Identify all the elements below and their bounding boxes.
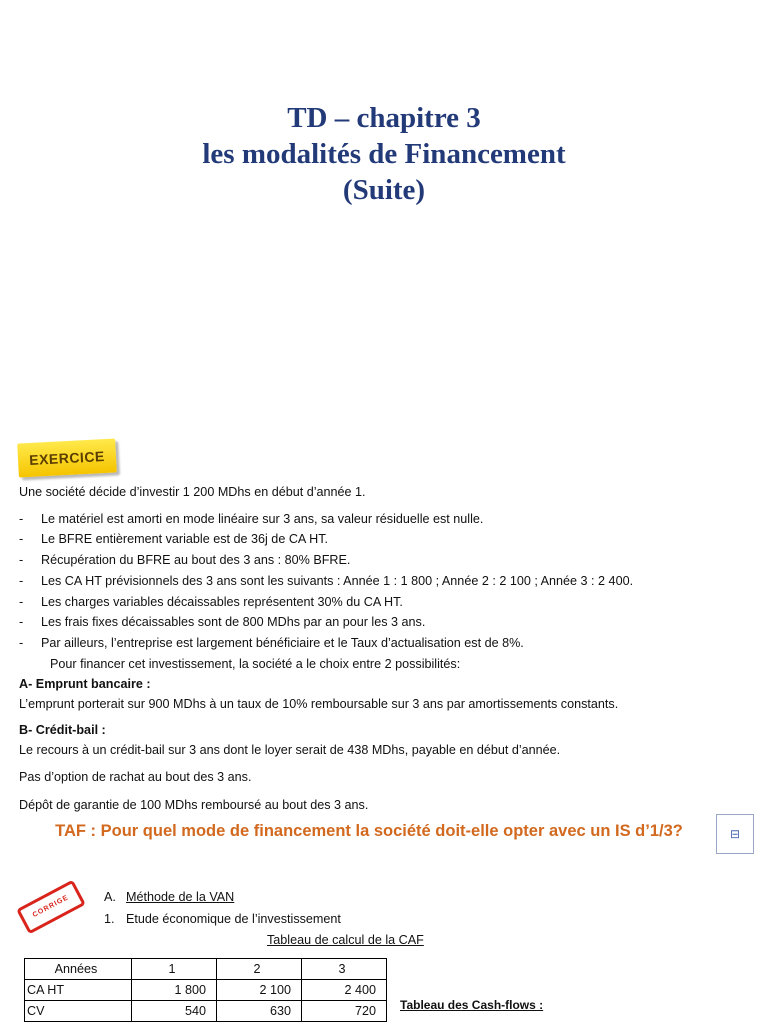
table-cell: 540	[132, 1001, 217, 1022]
table-cell: CA HT	[25, 980, 132, 1001]
option-a-heading: A- Emprunt bancaire :	[19, 677, 151, 691]
table-header-cell: 1	[132, 959, 217, 980]
page-title-line-1: TD – chapitre 3	[287, 102, 481, 134]
caf-table	[24, 958, 387, 1022]
collapse-button[interactable]: ⊟	[716, 814, 754, 854]
table-cell: CV	[25, 1001, 132, 1022]
bullet-item: - Récupération du BFRE au bout des 3 ans : 80% BFRE.	[19, 553, 351, 567]
table-header-cell: 3	[302, 959, 387, 980]
intro-text: Une société décide d’investir 1 200 MDhs en début d’année 1.	[19, 485, 366, 499]
option-b-text-1: Le recours à un crédit-bail sur 3 ans dont le loyer serait de 438 MDhs, payable en début d’année.	[19, 743, 561, 757]
table-cell: 2 400	[302, 980, 387, 1001]
taf-question: TAF : Pour quel mode de financement la société doit-elle opter avec un IS d’1/3?	[55, 822, 683, 840]
table-header-cell: 2	[217, 959, 302, 980]
bullet-item: - Les CA HT prévisionnels des 3 ans sont les suivants : Année 1 : 1 800 ; Année 2 : 2 100 ; Année 3 : 2 400.	[19, 574, 634, 588]
option-b-text-3: Dépôt de garantie de 100 MDhs remboursé au bout des 3 ans.	[19, 798, 369, 812]
bullet-item: - Par ailleurs, l’entreprise est largement bénéficiaire et le Taux d’actualisation est de 8%.	[19, 636, 524, 650]
corrige-stamp: CORRIGE	[16, 880, 86, 935]
page-title-line-3: (Suite)	[342, 174, 426, 206]
option-a-text: L’emprunt porterait sur 900 MDhs à un taux de 10% remboursable sur 3 ans par amortissements constants.	[19, 697, 619, 711]
table-row	[25, 980, 387, 1001]
page-title-line-2: les modalités de Financement	[202, 138, 566, 170]
table-cell: 720	[302, 1001, 387, 1022]
table-cell: 1 800	[132, 980, 217, 1001]
bullet-item: - Le BFRE entièrement variable est de 36j de CA HT.	[19, 532, 329, 546]
table-header-row	[25, 959, 387, 980]
caf-table-title: Tableau de calcul de la CAF	[267, 933, 424, 947]
section-a-heading: A. Méthode de la VAN	[104, 890, 235, 904]
table-header-cell: Années	[25, 959, 132, 980]
table-cell: 630	[217, 1001, 302, 1022]
bullet-item: - Le matériel est amorti en mode linéaire sur 3 ans, sa valeur résiduelle est nulle.	[19, 512, 484, 526]
exercice-badge	[17, 438, 117, 477]
table-cell: 2 100	[217, 980, 302, 1001]
cashflow-table-title: Tableau des Cash-flows :	[400, 998, 544, 1012]
choice-text: Pour financer cet investissement, la société a le choix entre 2 possibilités:	[50, 657, 461, 671]
bullet-item: - Les frais fixes décaissables sont de 800 MDhs par an pour les 3 ans.	[19, 615, 426, 629]
option-b-text-2: Pas d’option de rachat au bout des 3 ans.	[19, 770, 252, 784]
bullet-item: - Les charges variables décaissables représentent 30% du CA HT.	[19, 595, 403, 609]
table-row	[25, 1001, 387, 1022]
exercice-badge-label: EXERCICE	[28, 448, 106, 468]
section-1-heading: 1. Etude économique de l’investissement	[104, 912, 341, 926]
option-b-heading: B- Crédit-bail :	[19, 723, 106, 737]
